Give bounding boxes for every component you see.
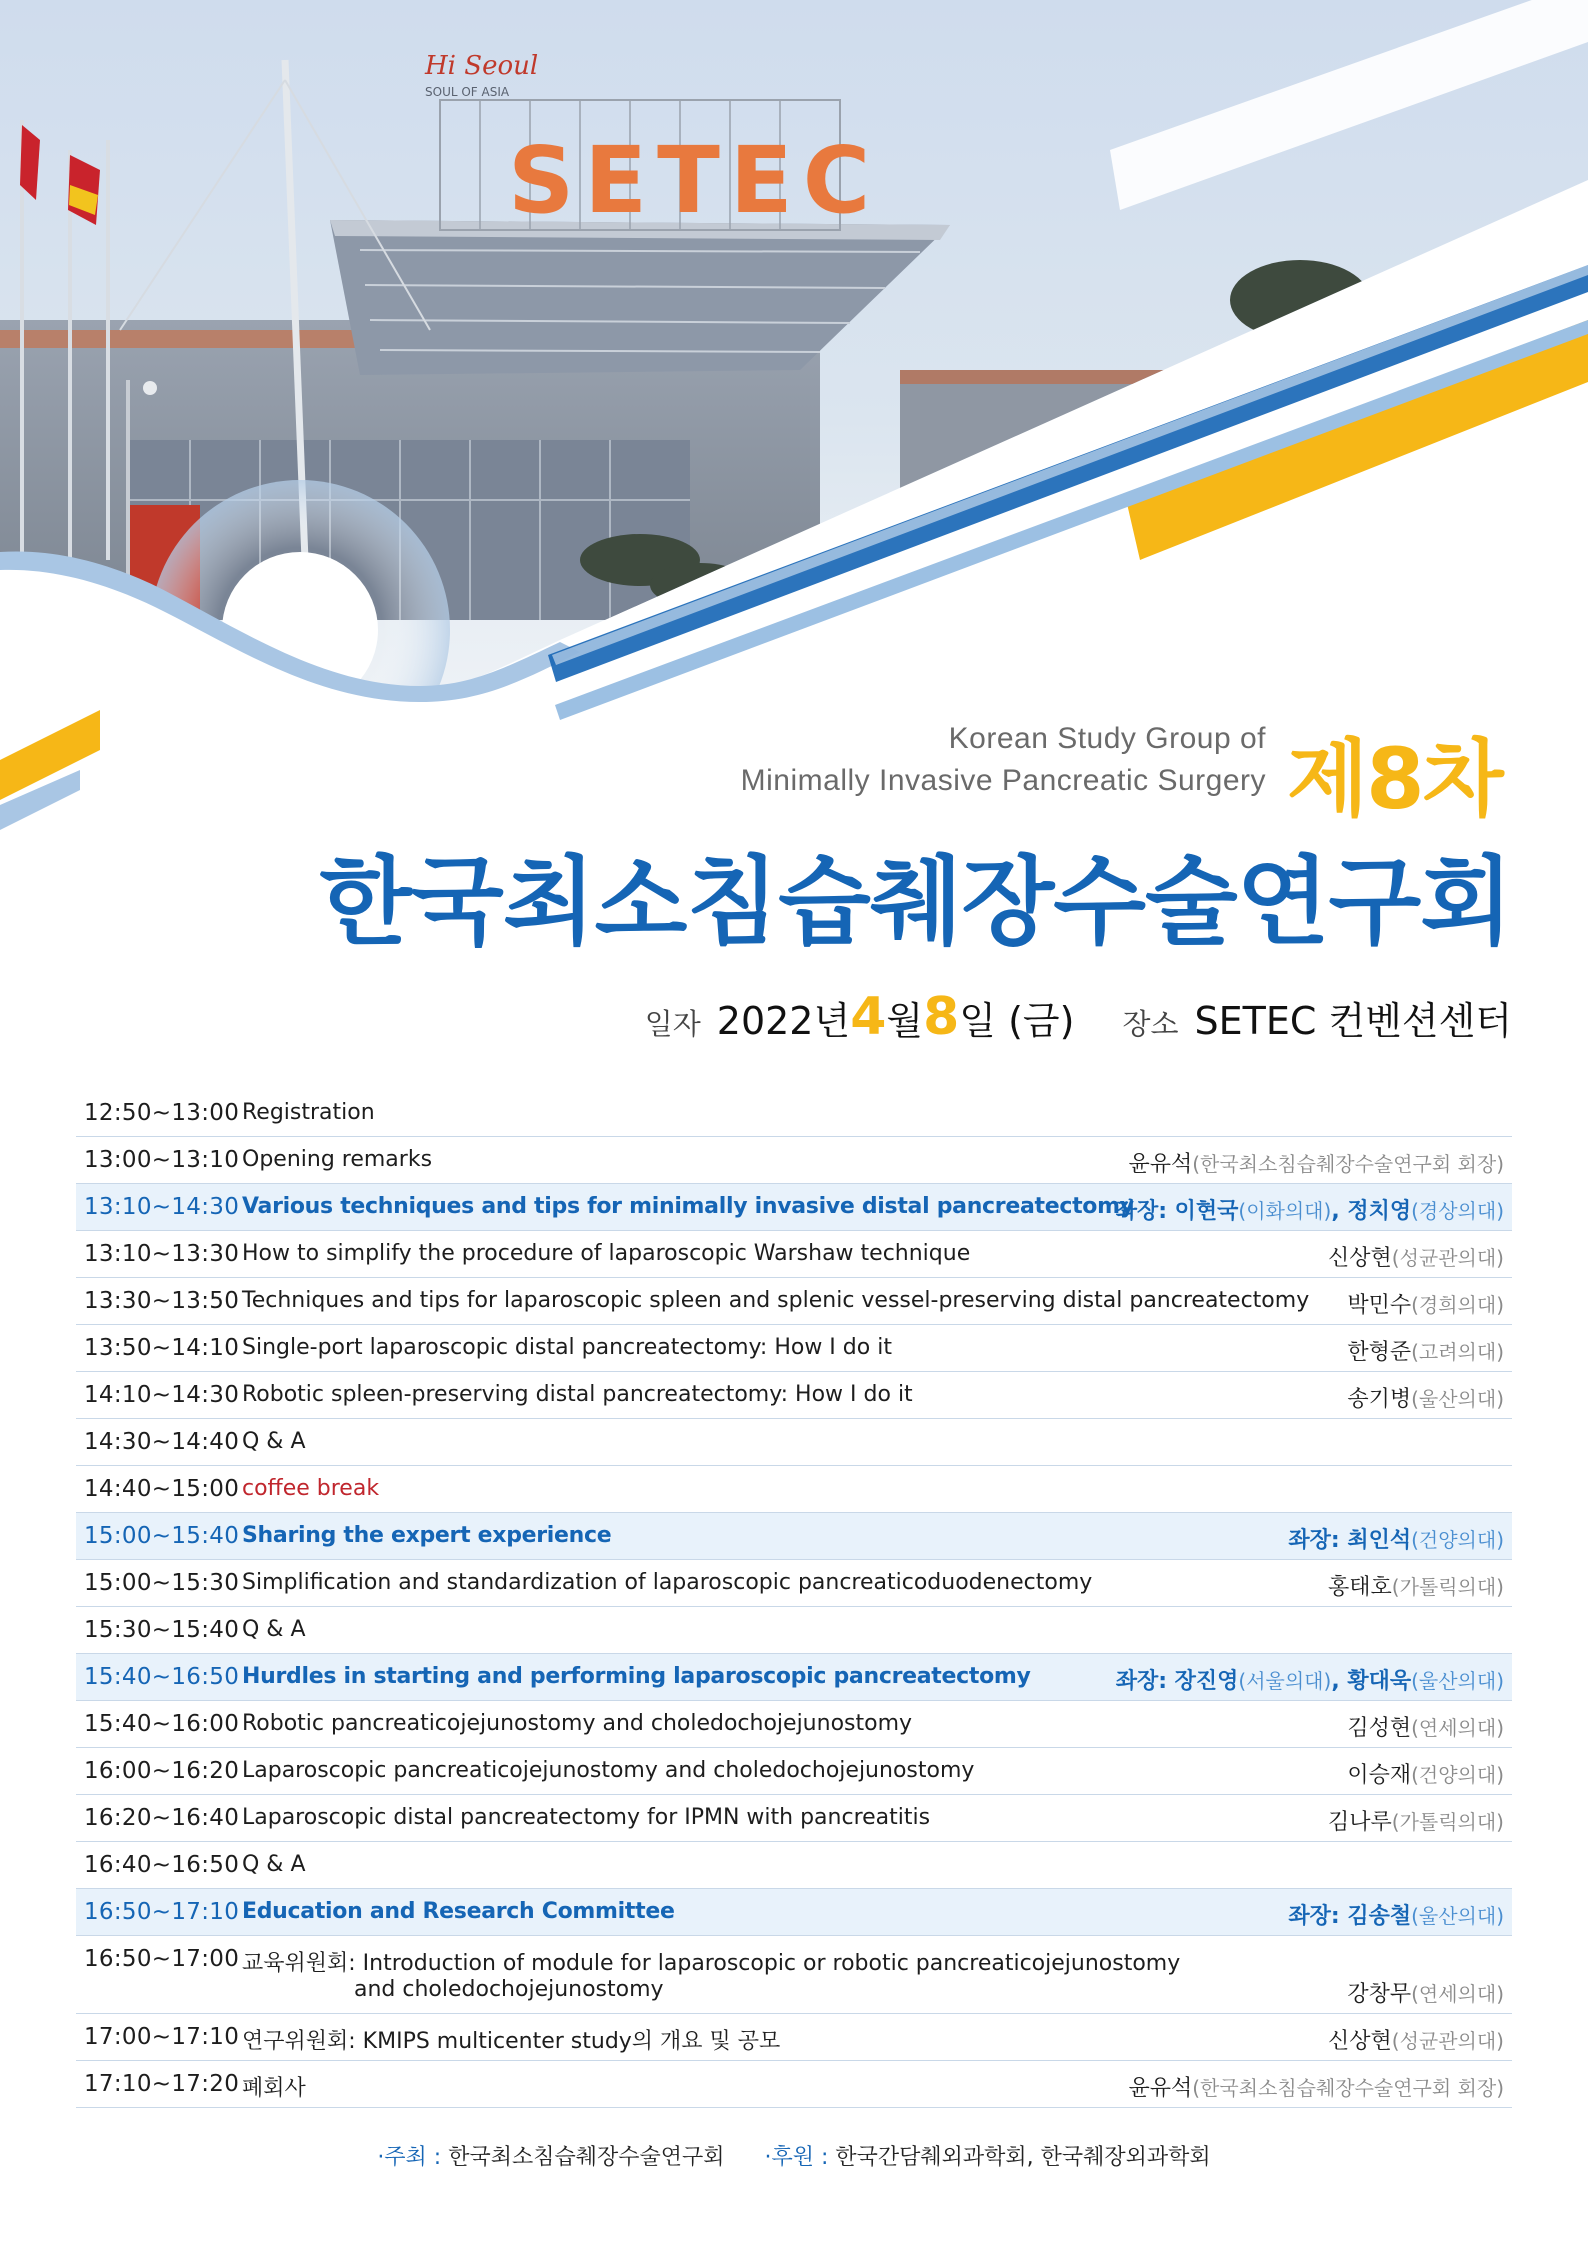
date-day-unit: 일 (959, 999, 996, 1043)
row-title-continued: and choledochojejunostomy (354, 1977, 664, 2002)
chair-affiliation: (울산의대) (1411, 1904, 1504, 1928)
row-title (242, 2071, 306, 2102)
hi-seoul-tagline: SOUL OF ASIA (425, 85, 510, 99)
row-title (242, 1758, 974, 1783)
table-row (76, 2014, 1512, 2061)
row-title-text: Q & A (242, 1429, 306, 1454)
row-title (242, 1147, 432, 1172)
date-month-num: 4 (850, 987, 887, 1047)
row-title-text: coffee break (242, 1476, 380, 1501)
chair-name: 정치영 (1347, 1199, 1412, 1224)
row-title-text: Various techniques and tips for minimally invasive distal pancreatectomy (242, 1194, 1134, 1219)
footer (0, 2140, 1588, 2171)
row-title (242, 1476, 379, 1501)
row-speaker (1328, 1241, 1504, 1272)
chair-label: 좌장: (1288, 1528, 1348, 1553)
chair-affiliation: (경상의대) (1411, 1199, 1504, 1223)
session-row (76, 1513, 1512, 1560)
chair-label: 좌장: (1115, 1669, 1175, 1694)
row-speaker (1347, 1382, 1504, 1413)
table-row (76, 1842, 1512, 1889)
row-time: 15:00~15:40 (84, 1523, 240, 1549)
table-row (76, 1748, 1512, 1795)
session-row (76, 1654, 1512, 1701)
host-label: ·주최 : (377, 2145, 449, 2170)
venue-name: SETEC 컨벤션센터 (1194, 999, 1512, 1043)
row-time: 15:40~16:00 (84, 1711, 240, 1737)
chair-name: 이현국 (1174, 1199, 1239, 1224)
host-name: 한국최소침습췌장수술연구회 (448, 2145, 725, 2170)
chair-affiliation: (건양의대) (1411, 1528, 1504, 1552)
row-title (242, 1194, 1134, 1219)
speaker-affiliation: (가톨릭의대) (1391, 1810, 1504, 1834)
speaker-affiliation: (고려의대) (1411, 1340, 1504, 1364)
row-title (242, 1946, 1180, 1977)
row-time: 16:00~16:20 (84, 1758, 240, 1784)
row-title-text: Introduction of module for laparoscopic or robotic pancreaticojejunostomy (362, 1951, 1181, 1976)
table-row (76, 1795, 1512, 1842)
speaker-name: 송기병 (1347, 1387, 1412, 1412)
row-title-text: Q & A (242, 1617, 306, 1642)
speaker-affiliation: (건양의대) (1411, 1763, 1504, 1787)
table-row (76, 1278, 1512, 1325)
row-title-text: Laparoscopic pancreaticojejunostomy and choledochojejunostomy (242, 1758, 975, 1783)
row-title-text: Q & A (242, 1852, 306, 1877)
speaker-affiliation: (한국최소침습췌장수술연구회 회장) (1192, 2076, 1504, 2100)
row-speaker (1347, 1288, 1504, 1319)
row-title (242, 2024, 780, 2055)
row-title (242, 1899, 675, 1924)
speaker-name: 홍태호 (1328, 1575, 1392, 1600)
speaker-name: 신상현 (1328, 1246, 1392, 1271)
date-weekday: (금) (1008, 999, 1075, 1043)
row-title-text: Registration (242, 1100, 375, 1125)
row-time: 17:10~17:20 (84, 2071, 240, 2097)
row-title (242, 1852, 306, 1877)
speaker-name: 윤유석 (1128, 1152, 1193, 1177)
chair-name: 황대욱 (1347, 1669, 1412, 1694)
row-time: 16:50~17:00 (84, 1946, 240, 1972)
session-row (76, 1184, 1512, 1231)
row-speaker (1347, 1711, 1504, 1742)
row-speaker (1128, 2071, 1504, 2102)
event-info (645, 987, 1512, 1047)
row-title-text: Techniques and tips for laparoscopic spleen and splenic vessel-preserving distal pancreatectomy (242, 1288, 1310, 1313)
row-title (242, 1241, 970, 1266)
row-title-text: Laparoscopic distal pancreatectomy for IPMN with pancreatitis (242, 1805, 931, 1830)
chair-label: 좌장: (1288, 1904, 1348, 1929)
table-row (76, 1701, 1512, 1748)
speaker-name: 이승재 (1347, 1763, 1412, 1788)
row-speaker (1328, 1805, 1504, 1836)
group-name-line2: Minimally Invasive Pancreatic Surgery (740, 764, 1266, 797)
row-time: 16:20~16:40 (84, 1805, 240, 1831)
date-month-unit: 월 (886, 999, 924, 1043)
row-title-text: Hurdles in starting and performing laparoscopic pancreatectomy (242, 1664, 1031, 1689)
row-title-text: Single-port laparoscopic distal pancreatectomy: How I do it (242, 1335, 892, 1360)
row-title (242, 1429, 306, 1454)
table-row (76, 1466, 1512, 1513)
schedule-table (76, 1090, 1512, 2108)
building-sign: SETEC (508, 127, 881, 234)
chair-name: 김송철 (1347, 1904, 1412, 1929)
row-title (242, 1617, 306, 1642)
hi-seoul-logo: Hi Seoul (425, 51, 539, 81)
row-time: 16:50~17:10 (84, 1899, 240, 1925)
row-title-text: How to simplify the procedure of laparoscopic Warshaw technique (242, 1241, 971, 1266)
row-time: 14:40~15:00 (84, 1476, 240, 1502)
row-time: 15:00~15:30 (84, 1570, 240, 1596)
row-time: 12:50~13:00 (84, 1100, 240, 1126)
table-row (76, 1936, 1512, 2014)
row-title-text: Simplification and standardization of laparoscopic pancreaticoduodenectomy (242, 1570, 1093, 1595)
speaker-name: 김성현 (1347, 1716, 1412, 1741)
table-row (76, 1560, 1512, 1607)
row-title-text: 폐회사 (242, 2076, 306, 2101)
row-title-prefix: 연구위원회: (242, 2029, 363, 2054)
chair-affiliation: (울산의대) (1411, 1669, 1504, 1693)
row-title (242, 1711, 912, 1736)
row-title (242, 1805, 930, 1830)
row-time: 16:40~16:50 (84, 1852, 240, 1878)
row-title (242, 1335, 892, 1360)
row-time: 13:10~14:30 (84, 1194, 240, 1220)
row-title (242, 1100, 375, 1125)
table-row (76, 1231, 1512, 1278)
row-title (242, 1288, 1309, 1313)
table-row (76, 1090, 1512, 1137)
date-day-num: 8 (923, 987, 960, 1047)
chair-list: 좌장: 장진영(서울의대), 황대욱(울산의대) (1115, 1669, 1504, 1694)
chair-name: 최인석 (1347, 1528, 1412, 1553)
speaker-name: 박민수 (1347, 1293, 1412, 1318)
venue-label: 장소 (1122, 1007, 1179, 1041)
speaker-affiliation: (연세의대) (1411, 1982, 1504, 2006)
row-title (242, 1523, 611, 1548)
chair-affiliation: (서울의대) (1238, 1669, 1332, 1693)
speaker-affiliation: (연세의대) (1411, 1716, 1504, 1740)
chair-list: 좌장: 이현국(이화의대), 정치영(경상의대) (1115, 1199, 1504, 1224)
table-row (76, 1607, 1512, 1654)
sponsor-names: 한국간담췌외과학회, 한국췌장외과학회 (835, 2145, 1211, 2170)
speaker-affiliation: (한국최소침습췌장수술연구회 회장) (1192, 1152, 1504, 1176)
speaker-affiliation: (성균관의대) (1391, 2029, 1504, 2053)
row-title-text: Sharing the expert experience (242, 1523, 612, 1548)
chair-label: 좌장: (1115, 1199, 1175, 1224)
row-title-text: Robotic pancreaticojejunostomy and choledochojejunostomy (242, 1711, 913, 1736)
row-speaker (1328, 2024, 1504, 2055)
chair-name: 장진영 (1174, 1669, 1239, 1694)
chair-affiliation: (이화의대) (1238, 1199, 1332, 1223)
row-time: 14:30~14:40 (84, 1429, 240, 1455)
row-time: 13:10~13:30 (84, 1241, 240, 1267)
edition-label: 제8차 (1287, 730, 1502, 828)
row-speaker (1347, 1758, 1504, 1789)
row-speaker (1328, 1570, 1504, 1601)
row-title-text: KMIPS multicenter study의 개요 및 공모 (362, 2029, 781, 2054)
row-speaker (1128, 1147, 1504, 1178)
chair-list (1288, 1899, 1504, 1930)
row-time: 17:00~17:10 (84, 2024, 240, 2050)
row-time: 13:00~13:10 (84, 1147, 240, 1173)
row-time: 14:10~14:30 (84, 1382, 240, 1408)
speaker-name: 윤유석 (1128, 2076, 1193, 2101)
row-time: 15:40~16:50 (84, 1664, 240, 1690)
chair-list (1288, 1523, 1504, 1554)
row-speaker (1347, 1977, 1504, 2008)
row-title-text: Education and Research Committee (242, 1899, 675, 1924)
date-year: 2022년 (716, 999, 851, 1043)
group-name-line1: Korean Study Group of (948, 722, 1266, 755)
speaker-name: 한형준 (1347, 1340, 1412, 1365)
sponsor-label: ·후원 : (764, 2145, 836, 2170)
row-title (242, 1664, 1031, 1689)
page-title: 한국최소침습췌장수술연구회 (319, 846, 1512, 958)
row-speaker (1347, 1335, 1504, 1366)
row-time: 13:30~13:50 (84, 1288, 240, 1314)
speaker-name: 김나루 (1328, 1810, 1392, 1835)
table-row (76, 1137, 1512, 1184)
speaker-affiliation: (경희의대) (1411, 1293, 1504, 1317)
row-title-prefix: 교육위원회: (242, 1951, 363, 1976)
session-row (76, 1889, 1512, 1936)
speaker-affiliation: (성균관의대) (1391, 1246, 1504, 1270)
table-row (76, 2061, 1512, 2108)
speaker-name: 신상현 (1328, 2029, 1392, 2054)
row-title (242, 1382, 913, 1407)
speaker-affiliation: (가톨릭의대) (1391, 1575, 1504, 1599)
table-row (76, 1419, 1512, 1466)
row-title-text: Robotic spleen-preserving distal pancreatectomy: How I do it (242, 1382, 913, 1407)
table-row (76, 1372, 1512, 1419)
speaker-name: 강창무 (1347, 1982, 1412, 2007)
group-name-english (741, 718, 1266, 802)
row-time: 15:30~15:40 (84, 1617, 240, 1643)
row-title-text: Opening remarks (242, 1147, 433, 1172)
row-title (242, 1570, 1092, 1595)
table-row (76, 1325, 1512, 1372)
date-label: 일자 (644, 1007, 701, 1041)
speaker-affiliation: (울산의대) (1411, 1387, 1504, 1411)
row-time: 13:50~14:10 (84, 1335, 240, 1361)
